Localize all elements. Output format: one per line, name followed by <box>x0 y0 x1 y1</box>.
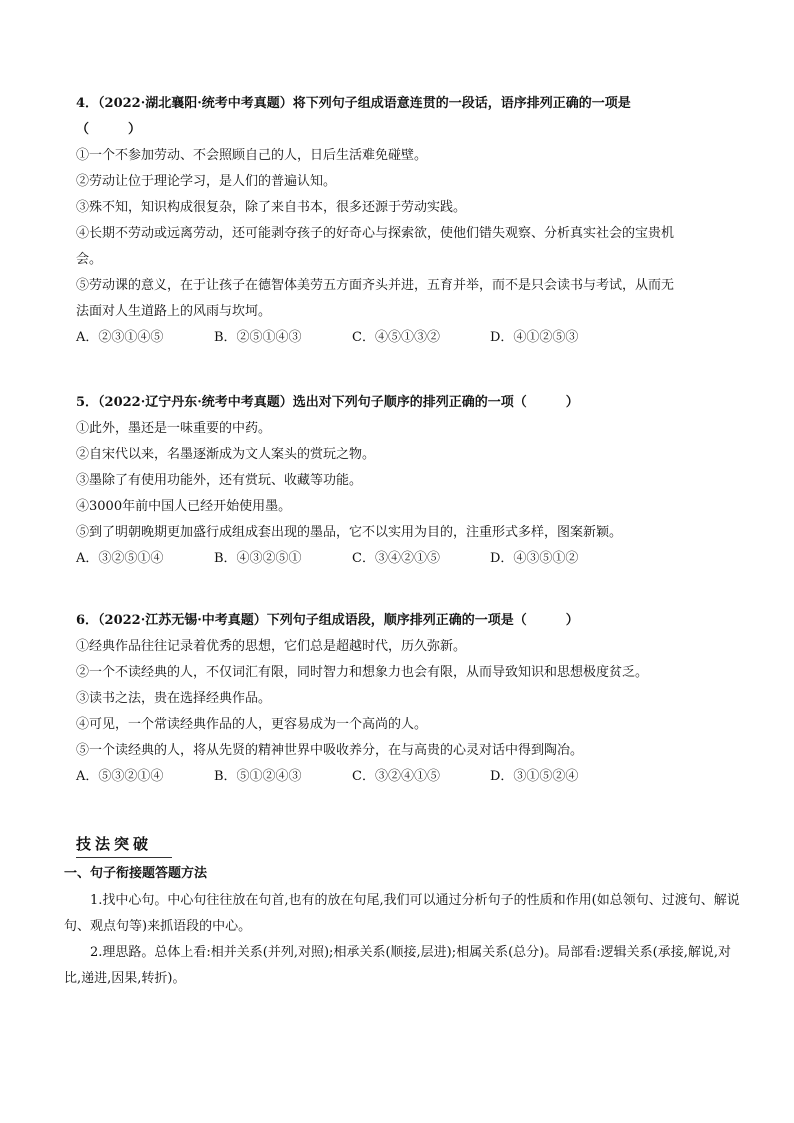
question-4-stem: 4．（2022·湖北襄阳·统考中考真题）将下列句子组成语意连贯的一段话，语序排列正确的一项是 <box>76 96 631 111</box>
question-4 <box>76 91 726 351</box>
option-c[interactable]: C．③④②①⑤ <box>352 551 440 566</box>
option-b[interactable]: B．⑤①②④③ <box>214 769 302 784</box>
sentence-5: ⑤劳动课的意义，在于让孩子在德智体美劳五方面齐头并进，五育并举，而不是只会读书与考试，从而无 <box>76 278 675 293</box>
sentence-3: ③墨除了有使用功能外，还有赏玩、收藏等功能。 <box>76 473 363 488</box>
section-subtitle: 一、句子衔接题答题方法 <box>64 866 208 881</box>
sentence-5: ⑤到了明朝晚期更加盛行成组成套出现的墨品，它不以实用为目的，注重形式多样，图案新颖。 <box>76 525 623 540</box>
option-d[interactable]: D．③①⑤②④ <box>490 769 579 784</box>
sentence-2: ②自宋代以来，名墨逐渐成为文人案头的赏玩之物。 <box>76 447 376 462</box>
option-d[interactable]: D．④③⑤①② <box>490 551 579 566</box>
sentence-1: ①此外，墨还是一味重要的中药。 <box>76 421 272 436</box>
sentence-5-cont: 法面对人生道路上的风雨与坎坷。 <box>76 304 272 319</box>
option-b[interactable]: B．②⑤①④③ <box>214 330 302 345</box>
question-6-stem: 6．（2022·江苏无锡·中考真题）下列句子组成语段，顺序排列正确的一项是（ ） <box>76 613 579 628</box>
option-b[interactable]: B．④③②⑤① <box>214 551 302 566</box>
sentence-3: ③读书之法，贵在选择经典作品。 <box>76 691 272 706</box>
question-6 <box>76 608 726 790</box>
option-c[interactable]: C．③②④①⑤ <box>352 769 440 784</box>
answer-options <box>76 764 726 790</box>
sentence-1: ①一个不参加劳动、不会照顾自己的人，日后生活难免碰壁。 <box>76 148 428 163</box>
sentence-4: ④可见，一个常读经典作品的人，更容易成为一个高尚的人。 <box>76 717 428 732</box>
method-paragraphs <box>64 888 744 992</box>
method-step-2: 2.理思路。总体上看:相并关系(并列,对照);相承关系(顺接,层进);相属关系(总分)。局部看:逻辑关系(承接,解说,对比,递进,因果,转折)。 <box>64 945 731 986</box>
sentence-4: ④3000年前中国人已经开始使用墨。 <box>76 499 292 514</box>
question-5-stem: 5．（2022·辽宁丹东·统考中考真题）选出对下列句子顺序的排列正确的一项（ ） <box>76 395 579 410</box>
sentence-2: ②劳动让位于理论学习，是人们的普遍认知。 <box>76 174 337 189</box>
answer-options <box>76 325 726 351</box>
section-title: 技法突破 <box>76 833 172 858</box>
sentence-4: ④长期不劳动或远离劳动，还可能剥夺孩子的好奇心与探索欲，使他们错失观察、分析真实社会的宝贵机 <box>76 226 675 241</box>
method-step-1: 1.找中心句。中心句往往放在句首,也有的放在句尾,我们可以通过分析句子的性质和作用(如总领句、过渡句、解说句、观点句等)来抓语段的中心。 <box>64 893 740 934</box>
sentence-2: ②一个不读经典的人，不仅词汇有限，同时智力和想象力也会有限，从而导致知识和思想极度贫乏。 <box>76 665 649 680</box>
option-a[interactable]: A．③②⑤①④ <box>76 551 164 566</box>
option-a[interactable]: A．②③①④⑤ <box>76 330 164 345</box>
sentence-3: ③殊不知，知识构成很复杂，除了来自书本，很多还源于劳动实践。 <box>76 200 467 215</box>
sentence-5: ⑤一个读经典的人，将从先贤的精神世界中吸收养分，在与高贵的心灵对话中得到陶冶。 <box>76 743 584 758</box>
question-4-blank: （ ） <box>76 122 142 137</box>
sentence-4-cont: 会。 <box>76 252 103 267</box>
option-a[interactable]: A．⑤③②①④ <box>76 769 164 784</box>
answer-options <box>76 546 726 572</box>
sentence-1: ①经典作品往往记录着优秀的思想，它们总是超越时代，历久弥新。 <box>76 639 467 654</box>
option-d[interactable]: D．④①②⑤③ <box>490 330 579 345</box>
option-c[interactable]: C．④⑤①③② <box>352 330 440 345</box>
question-5 <box>76 390 726 572</box>
